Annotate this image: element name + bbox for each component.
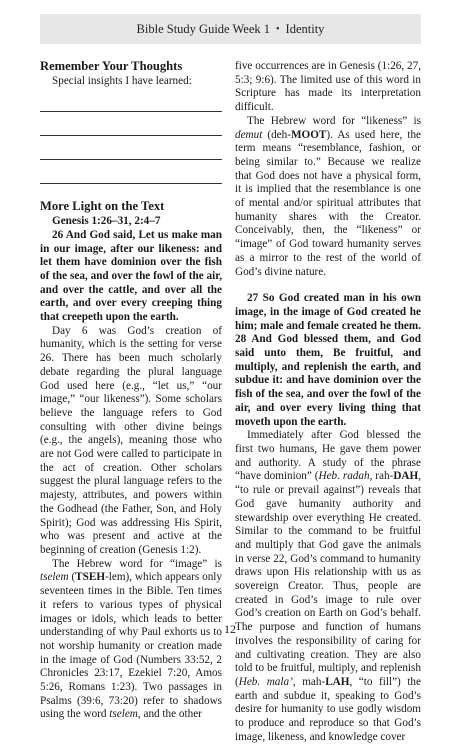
header-section: Identity	[285, 21, 325, 36]
paragraph-day6: Day 6 was God’s creation of humanity, which is the setting for verse 26. There has been much scholarly debate regarding the plural language God used here (e.g., “let us,” “our image,” “our likeness”). Some scholars believe the language refers to God consulting with other divine beings (e.g., the angels), meaning those who are not God were called to participate in the act of creation. Other scholars suggest the plural language refers to the majesty, attributes, and powers within the Godhead (the Father, Son, and Holy Spirit); God was addressing His Spirit, who was present and active at the beginning of creation (Genesis 1:2).	[40, 324, 222, 556]
scripture-reference: Genesis 1:26–31, 2:4–7	[52, 215, 161, 228]
header-title: Bible Study Guide Week 1	[136, 21, 271, 36]
paragraph-continued: five occurrences are in Genesis (1:26, 27, 5:3; 9:6). The limited use of this word in Scripture has made its interpretation difficult.	[235, 60, 421, 114]
paragraph-dominion: Immediately after God blessed the first two humans, He gave them power and authority. A study of the phrase “have dominion” (Heb. radah, rah-DAH, “to rule or prevail against”) reveals that God gave humanity authority and stewardship over everything He created. Similar to the command to be fruitful and multiply that God gave the animals in verse 22, God’s command to humanity draws upon His relationship with us as sovereign Creator. Thus, people are created in God’s image to rule over God’s creation on Earth on God’s behalf. The purpose and function of humans involves the responsibility of caring for and cultivating creation. They are also told to be fruitful, multiply, and replenish (Heb. mala’, mah-LAH, “to fill”) the earth and subdue it, speaking to God’s desire for humanity to use godly wisdom to produce and reproduce so that God’s image, likeness, and knowledge cover	[235, 429, 421, 743]
remember-heading: Remember Your Thoughts	[40, 59, 183, 73]
term-demut: demut	[235, 128, 263, 141]
writing-line-1[interactable]	[40, 111, 222, 112]
pronunciation-dah: DAH	[393, 470, 419, 483]
paragraph-demut: The Hebrew word for “likeness” is demut (deh-MOOT). As used here, the term means “resemblance, fashion, or being similar to.” Because we realize that God does not have a physical form, it is implied that the resemblance is one of mental and/or spiritual attributes that humanity shares with the Creator. Conceivably, then, the “likeness” or “image” of God toward humanity serves as a mirror to the rest of the world of God’s divine nature.	[235, 114, 422, 278]
term-tselem-2: tselem	[109, 708, 138, 721]
term-mala: Heb. mala’	[238, 675, 293, 688]
writing-line-3[interactable]	[40, 159, 222, 160]
more-light-heading: More Light on the Text	[40, 199, 165, 214]
right-column	[235, 60, 421, 744]
verse-26: 26 And God said, Let us make man in our image, after our likeness: and let them have dominion over the fish of the sea, and over the fowl of the air, and over the cattle, and over all the earth, and over every creeping thing that creepeth upon the earth.	[40, 228, 222, 324]
special-insights-label: Special insights I have learned:	[52, 74, 192, 87]
term-radah: Heb. radah	[318, 470, 370, 483]
pronunciation-tseh: TSEH	[75, 571, 106, 584]
page-number: 12	[224, 622, 236, 636]
writing-line-4[interactable]	[40, 183, 222, 184]
pronunciation-lah: LAH	[325, 675, 350, 688]
writing-line-2[interactable]	[40, 135, 222, 136]
term-tselem: tselem	[40, 571, 69, 584]
pronunciation-moot: MOOT	[290, 128, 327, 141]
running-header	[40, 14, 421, 44]
header-separator: •	[276, 23, 280, 35]
verses-27-28: 27 So God created man in his own image, in the image of God created he him; male and female created he them. 28 And God blessed them, and God said unto them, Be fruitful, and multiply, and replenish the earth, and subdue it: and have dominion over the fish of the sea, and over the fowl of the air, and over every living thing that moveth upon the earth.	[235, 292, 421, 428]
paragraph-tselem: The Hebrew word for “image” is tselem (TSEH-lem), which appears only seventeen times in the Bible. Ten times it refers to various types of physical images or idols, which leads to better understanding of why Paul exhorts us to not worship humanity or creation made in the image of God (Numbers 33:52, 2 Chronicles 23:17, Ezekiel 7:20, Amos 5:26, Romans 1:23). Two passages in Psalms (39:6, 73:20) refer to shadows using the word tselem, and the other	[40, 557, 222, 721]
